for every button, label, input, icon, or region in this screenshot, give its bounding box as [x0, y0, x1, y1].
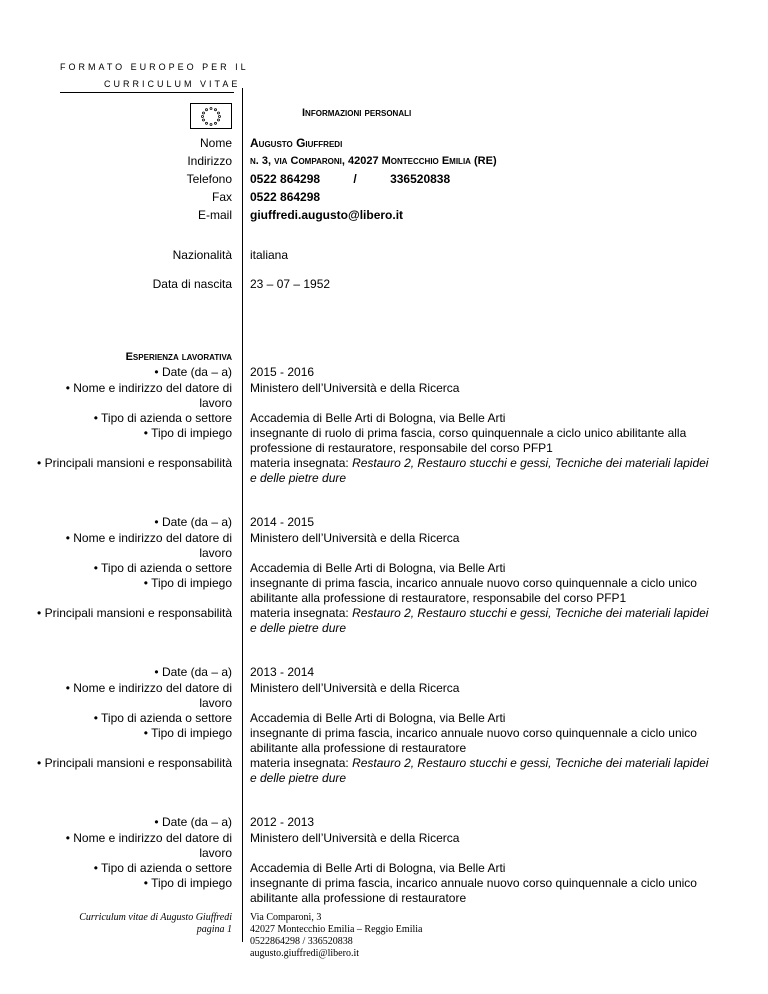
- duties-label: • Principali mansioni e responsabilità: [37, 606, 232, 620]
- employer-label-cont: lavoro: [199, 846, 232, 860]
- name-label: Nome: [199, 136, 232, 150]
- address-label: Indirizzo: [187, 154, 232, 168]
- employer-label-cont: lavoro: [199, 546, 232, 560]
- employer-label-cont: lavoro: [199, 396, 232, 410]
- employer-label: • Nome e indirizzo del datore di: [65, 381, 232, 395]
- employer-value: Ministero dell’Università e della Ricerca: [250, 381, 460, 395]
- dates-label: • Date (da – a): [154, 665, 232, 679]
- sector-value: Accademia di Belle Arti di Bologna, via Belle Arti: [250, 561, 506, 575]
- footer-address-line2: 42027 Montecchio Emilia – Reggio Emilia: [250, 924, 423, 935]
- duties-prefix: materia insegnata:: [250, 456, 353, 470]
- duties-value: [250, 606, 715, 636]
- job-value: insegnante di prima fascia, incarico annuale nuovo corso quinquennale a ciclo unico abilitante alla professione di restauratore, responsabile del corso PFP1: [250, 576, 697, 605]
- duties-subjects: Restauro 2, Restauro stucchi e gessi, Tecniche dei materiali lapidei e delle pietre dure: [250, 756, 709, 785]
- sector-value: Accademia di Belle Arti di Bologna, via Belle Arti: [250, 711, 506, 725]
- experience-title: Esperienza lavorativa: [125, 351, 232, 363]
- dates-label: • Date (da – a): [154, 365, 232, 379]
- document-title-line1: FORMATO EUROPEO PER IL: [60, 62, 249, 72]
- duties-label: • Principali mansioni e responsabilità: [37, 756, 232, 770]
- employer-label: • Nome e indirizzo del datore di: [65, 531, 232, 545]
- footer-email: augusto.giuffredi@libero.it: [250, 948, 360, 959]
- dates-value: 2015 - 2016: [250, 365, 315, 379]
- employer-value: Ministero dell’Università e della Ricerca: [250, 831, 460, 845]
- footer-phone: 0522864298 / 336520838: [250, 936, 353, 947]
- job-value: insegnante di prima fascia, incarico annuale nuovo corso quinquennale a ciclo unico abilitante alla professione di restauratore: [250, 726, 697, 755]
- personal-info-title: Informazioni personali: [302, 107, 412, 119]
- sector-label: • Tipo di azienda o settore: [93, 711, 232, 725]
- nationality-label: Nazionalità: [172, 248, 232, 262]
- document-title-line2: CURRICULUM VITAE: [104, 79, 241, 89]
- sector-value: Accademia di Belle Arti di Bologna, via Belle Arti: [250, 861, 506, 875]
- dates-label: • Date (da – a): [154, 815, 232, 829]
- employer-label-cont: lavoro: [199, 696, 232, 710]
- duties-value: [250, 456, 715, 486]
- birth-label: Data di nascita: [152, 277, 232, 291]
- dates-value: 2012 - 2013: [250, 815, 315, 829]
- sector-label: • Tipo di azienda o settore: [93, 561, 232, 575]
- job-label: • Tipo di impiego: [143, 576, 232, 590]
- job-label: • Tipo di impiego: [143, 426, 232, 440]
- duties-label: • Principali mansioni e responsabilità: [37, 456, 232, 470]
- nationality-value: italiana: [250, 248, 289, 262]
- name-value: Augusto Giuffredi: [250, 136, 343, 150]
- phone-label: Telefono: [186, 172, 232, 186]
- employer-label: • Nome e indirizzo del datore di: [65, 831, 232, 845]
- job-value: insegnante di prima fascia, incarico annuale nuovo corso quinquennale a ciclo unico abilitante alla professione di restauratore: [250, 876, 697, 905]
- column-divider: [242, 88, 243, 942]
- employer-label: • Nome e indirizzo del datore di: [65, 681, 232, 695]
- fax-label: Fax: [211, 190, 232, 204]
- footer-page-number: pagina 1: [196, 924, 232, 935]
- phone-value: 0522 864298 / 336520838: [250, 172, 451, 186]
- address-value: n. 3, via Comparoni, 42027 Montecchio Emilia (RE): [250, 155, 497, 167]
- duties-subjects: Restauro 2, Restauro stucchi e gessi, Tecniche dei materiali lapidei e delle pietre dure: [250, 606, 709, 635]
- job-label: • Tipo di impiego: [143, 876, 232, 890]
- duties-prefix: materia insegnata:: [250, 606, 353, 620]
- eu-flag-icon: [190, 103, 232, 129]
- employer-value: Ministero dell’Università e della Ricerca: [250, 681, 460, 695]
- dates-value: 2013 - 2014: [250, 665, 315, 679]
- birth-value: 23 – 07 – 1952: [250, 277, 331, 291]
- sector-value: Accademia di Belle Arti di Bologna, via Belle Arti: [250, 411, 506, 425]
- employer-value: Ministero dell’Università e della Ricerca: [250, 531, 460, 545]
- sector-label: • Tipo di azienda o settore: [93, 411, 232, 425]
- job-value: insegnante di ruolo di prima fascia, corso quinquennale a ciclo unico abilitante alla professione di restauratore, responsabile del corso PFP1: [250, 426, 687, 455]
- dates-label: • Date (da – a): [154, 515, 232, 529]
- email-label: E-mail: [197, 208, 232, 222]
- footer-address-line1: Via Comparoni, 3: [250, 912, 322, 923]
- footer-title: Curriculum vitae di Augusto Giuffredi: [79, 912, 232, 923]
- sector-label: • Tipo di azienda o settore: [93, 861, 232, 875]
- duties-value: [250, 756, 715, 786]
- dates-value: 2014 - 2015: [250, 515, 315, 529]
- email-value[interactable]: giuffredi.augusto@libero.it: [250, 208, 404, 222]
- duties-prefix: materia insegnata:: [250, 756, 353, 770]
- duties-subjects: Restauro 2, Restauro stucchi e gessi, Tecniche dei materiali lapidei e delle pietre dure: [250, 456, 709, 485]
- header-divider: [60, 92, 234, 93]
- job-label: • Tipo di impiego: [143, 726, 232, 740]
- fax-value: 0522 864298: [250, 190, 321, 204]
